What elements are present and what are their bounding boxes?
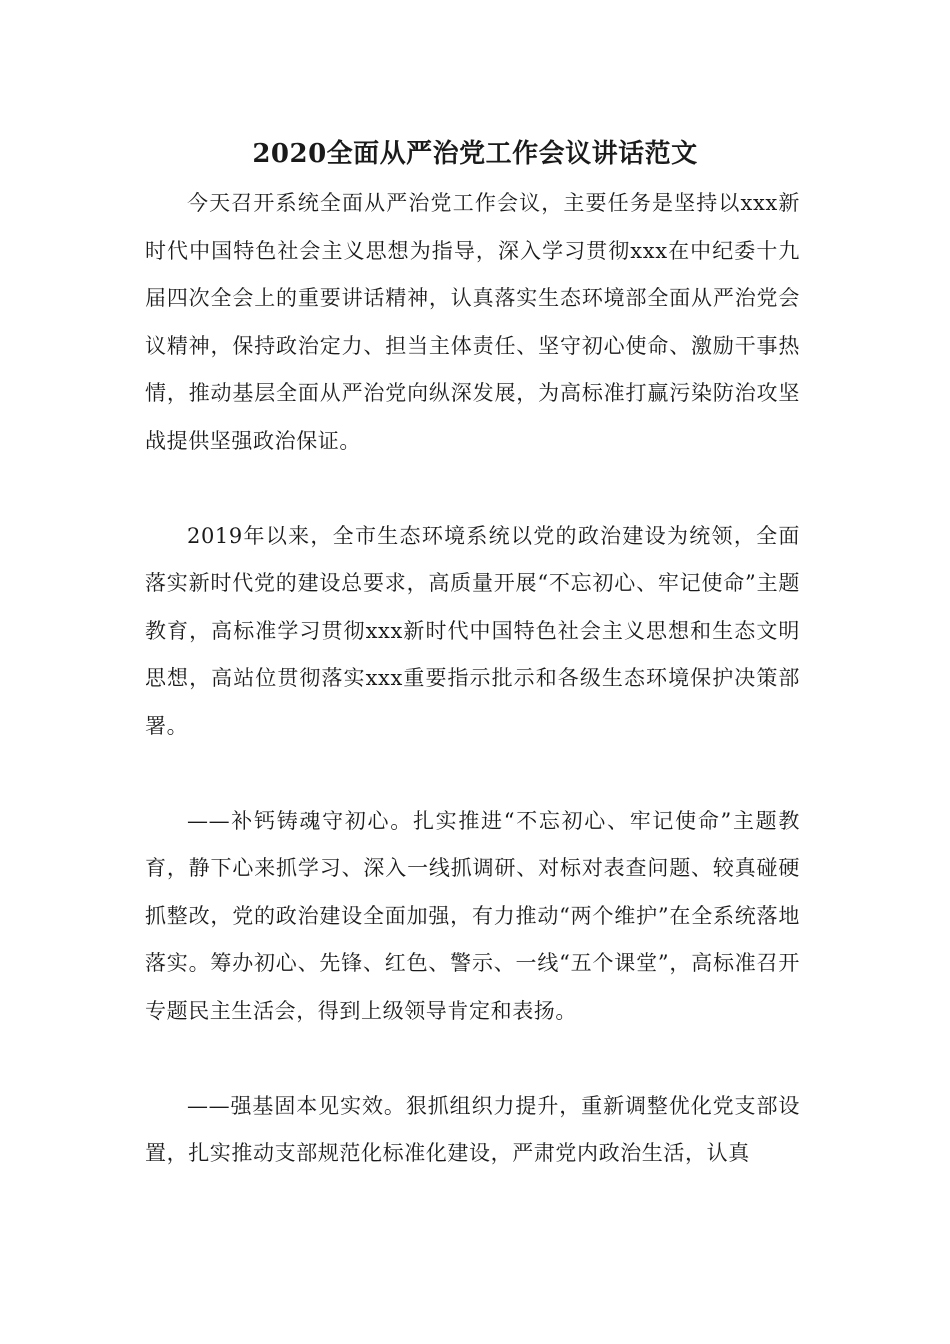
paragraph-intro: 今天召开系统全面从严治党工作会议，主要任务是坚持以xxx新时代中国特色社会主义思想为指导，深入学习贯彻xxx在中纪委十九届四次全会上的重要讲话精神，认真落实生态环境部全面从严治党会议精神，保持政治定力、担当主体责任、坚守初心使命、激励干事热情，推动基层全面从严治党向纵深发展，为高标准打赢污染防治攻坚战提供坚强政治保证。: [145, 191, 800, 453]
document-body: [145, 180, 800, 1178]
paragraph-gap: [145, 465, 800, 513]
paragraph-2019-review: 2019年以来，全市生态环境系统以党的政治建设为统领，全面落实新时代党的建设总要求，高质量开展“不忘初心、牢记使命”主题教育，高标准学习贯彻xxx新时代中国特色社会主义思想和生态文明思想，高站位贯彻落实xxx重要指示批示和各级生态环境保护决策部署。: [145, 523, 800, 738]
paragraph-gap: [145, 750, 800, 798]
document-title: 2020全面从严治党工作会议讲话范文: [252, 139, 698, 169]
paragraph-gap: [145, 1035, 800, 1083]
paragraph-strengthen-foundation: ——强基固本见实效。狠抓组织力提升，重新调整优化党支部设置，扎实推动支部规范化标准化建设，严肃党内政治生活，认真: [145, 1093, 800, 1165]
paragraph-initial-mission: ——补钙铸魂守初心。扎实推进“不忘初心、牢记使命”主题教育，静下心来抓学习、深入一线抓调研、对标对表查问题、较真碰硬抓整改，党的政治建设全面加强，有力推动“两个维护”在全系统落地落实。筹办初心、先锋、红色、警示、一线“五个课堂”，高标准召开专题民主生活会，得到上级领导肯定和表扬。: [145, 808, 800, 1023]
